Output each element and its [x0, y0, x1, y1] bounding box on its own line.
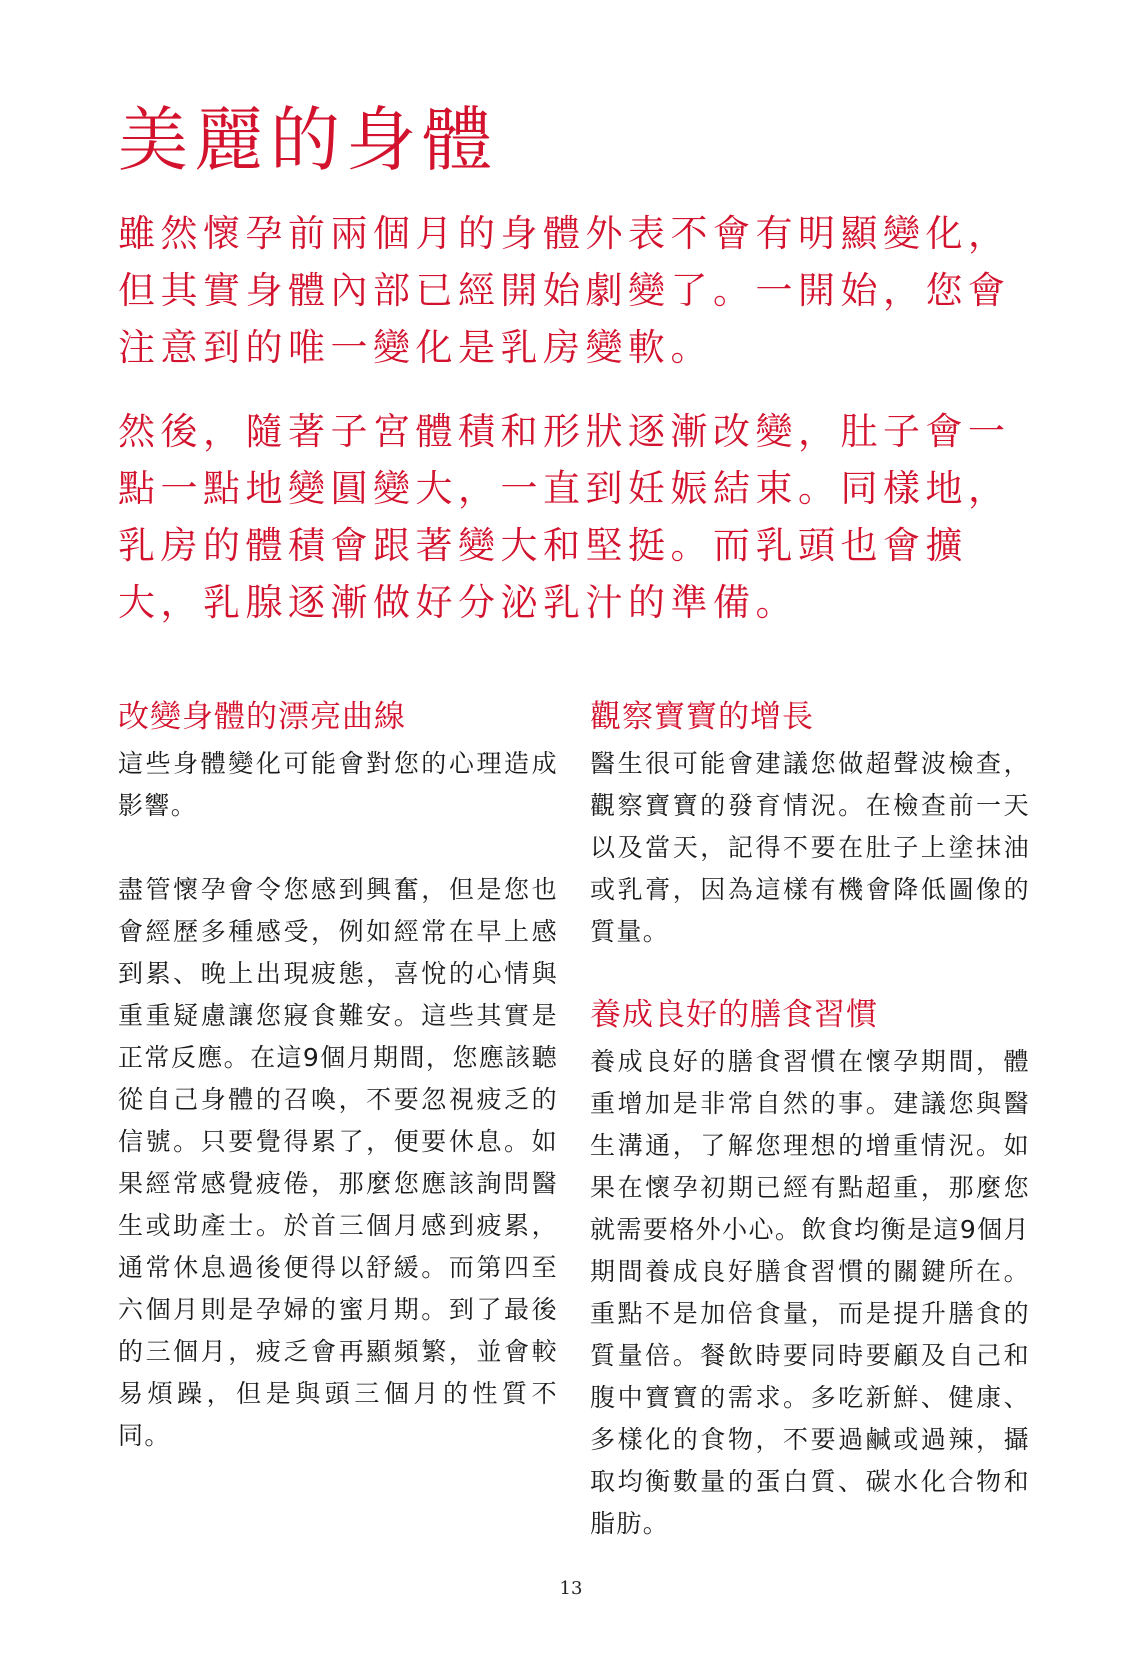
section-heading-body-curves: 改變身體的漂亮曲線: [118, 699, 406, 735]
intro-paragraph: 雖然懷孕前兩個月的身體外表不會有明顯變化，但其實身體內部已經開始劇變了。一開始，您會注意到的唯一變化是乳房變軟。: [118, 212, 1011, 369]
section-heading-diet-habits: 養成良好的膳食習慣: [590, 997, 878, 1033]
body-paragraph: 盡管懷孕會令您感到興奮，但是您也會經歷多種感受，例如經常在早上感到累、晚上出現疲態，喜悅的心情與重重疑慮讓您寢食難安。這些其實是正常反應。在這9個月期間，您應該聽從自己身體的召喚，不要忽視疲乏的信號。只要覺得累了，便要休息。如果經常感覺疲倦，那麼您應該詢問醫生或助產士。於首三個月感到疲累，通常休息過後便得以舒緩。而第四至六個月則是孕婦的蜜月期。到了最後的三個月，疲乏會再顯頻繁，並會較易煩躁，但是與頭三個月的性質不同。: [118, 875, 558, 1450]
body-paragraph: 養成良好的膳食習慣在懷孕期間，體重增加是非常自然的事。建議您與醫生溝通，了解您理想的增重情況。如果在懷孕初期已經有點超重，那麼您就需要格外小心。飲食均衡是這9個月期間養成良好膳食習慣的關鍵所在。重點不是加倍食量，而是提升膳食的質量倍。餐飲時要同時要顧及自己和腹中寶寶的需求。多吃新鮮、健康、多樣化的食物，不要過鹹或過辣，攝取均衡數量的蛋白質、碳水化合物和脂肪。: [590, 1047, 1030, 1538]
left-column: [118, 697, 558, 1457]
right-column: [590, 697, 1030, 1545]
intro-paragraph: 然後，隨著子宮體積和形狀逐漸改變，肚子會一點一點地變圓變大，一直到妊娠結束。同樣地，乳房的體積會跟著變大和堅挺。而乳頭也會擴大，乳腺逐漸做好分泌乳汁的準備。: [118, 410, 1011, 624]
body-paragraph: 醫生很可能會建議您做超聲波檢查，觀察寶寶的發育情況。在檢查前一天以及當天，記得不要在肚子上塗抹油或乳膏，因為這樣有機會降低圖像的質量。: [590, 749, 1030, 946]
page-number: 13: [559, 1578, 583, 1599]
page-title: 美麗的身體: [118, 99, 498, 181]
body-paragraph: 這些身體變化可能會對您的心理造成影響。: [118, 749, 558, 820]
section-heading-baby-growth: 觀察寶寶的增長: [590, 699, 814, 735]
